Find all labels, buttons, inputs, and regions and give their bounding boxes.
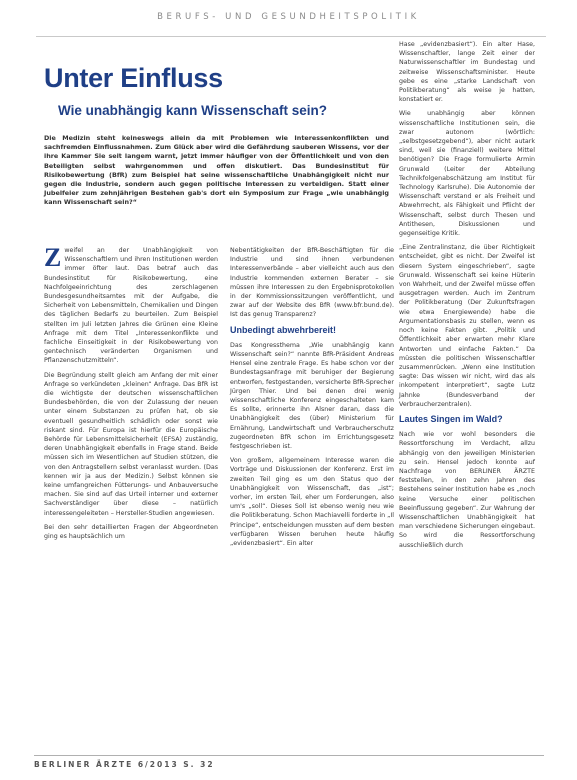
- paragraph-text: weifel an der Unabhängigkeit von Wissenschaftlern und ihren Institutionen werden immer öfter laut. Das betraf auch das Bundesinstitut für Risikobewertung, eine Nachfolgeeinrichtung des zerschlagenen Bundesgesundheitsamtes mit der Aufgabe, die Sicherheit von Lebensmitteln, Chemikalien und Dingen des täglichen Bedarfs zu beurteilen. Zum Beispiel stellten im Juli letzten Jahres die Grünen eine Kleine Anfrage mit dem Titel „Interessenkonflikte und fachliche Einseitigkeit in der Risikobewertung von gentechnisch veränderten Organismen und Pflanzenschutzmitteln“.: [44, 247, 218, 365]
- article-lead: Die Medizin steht keineswegs allein da mit Problemen wie Interessenkonflikten und sachfremden Einflussnahmen. Zum Glück aber wird die Gefährdung sauberen Wissens, vor der ihre Kammer Sie seit langem warnt, jetzt immer häufiger von der Öffentlichkeit und von den Beteiligten selbst wahrgenommen und offen diskutiert. Das Bundesinstitut für Risikobewertung (BfR) zum Beispiel hat seine wissenschaftliche Unabhängigkeit nicht nur gegen die Industrie, sondern auch gegen politische Interessen zu verteidigen. Statt einer Jubelfeier zum zehnjährigen Bestehen gab's dort ein Symposium zur Frage „wie unabhängig kann Wissenschaft sein?“: [44, 134, 389, 207]
- paragraph: Nach wie vor wohl besonders die Ressortforschung im Verdacht, allzu abhängig von den jeweiligen Ministerien zu sein. Hensel jedoch konnte auf Nachfrage von BERLINER ÄRZTE feststellen, in den zehn Jahren des Bestehens seiner Institution habe es „noch keine Versuche einer politischen Beeinflussung gegeben“. Zur Wahrung der Wissenschaftlichen Unabhängigkeit hat man verschiedene Sicherungen eingebaut. So wird die Ressortforschung ausschließlich durch: [399, 431, 535, 549]
- paragraph: Hase „evidenzbasiert“). Ein alter Hase, Wissenschaftler, lange Zeit einer der Naturwissenschaftler im Bundestag und zeitweise Wissenschaftsminister. Heute gebe es eine „starke Landschaft von Politikberatung“ als weise je hatten, konstatiert er.: [399, 41, 535, 104]
- paragraph: [44, 243, 218, 366]
- article-subtitle: Wie unabhängig kann Wissenschaft sein?: [58, 103, 328, 118]
- paragraph: Das Kongressthema „Wie unabhängig kann Wissenschaft sein?“ nannte BfR-Präsident Andreas Hensel eine zentrale Frage. Es habe schon vor der Bundestagsanfrage mit beruhiger der Begierung entworfen, festgestanden, versicherte BfR-Sprecher Jürgen Thier. Und bei denen drei wenig wissenschaftliche Konferenz eingeschalteten kam Es sollte, erinnerte ihn Alsner daran, dass die Unabhängigkeit des (über) Ministerium für Ernährung, Landwirtschaft und Verbraucherschutz zugeordneten BfR schon im Errichtungsgesetz festgeschrieben ist.: [230, 341, 394, 451]
- dropcap: Z: [44, 243, 62, 272]
- paragraph: Nebentätigkeiten der BfR-Beschäftigten für die Industrie und sind ihnen verbundenen Interessenverbände – aber vielleicht auch aus den Industrie kommenden externen Berater – sie müssen ihre Interessen zu den Ergebnisprotokollen in der Kommissionssitzungen veröffentlicht, und zwar auf der Website des BfR (www.bfr.bund.de). Ist das genug Transparenz?: [230, 247, 394, 319]
- column-2: [230, 246, 394, 553]
- section-heading: Lautes Singen im Wald?: [399, 413, 503, 424]
- paragraph: Bei den sehr detaillierten Fragen der Abgeordneten ging es hauptsächlich um: [44, 523, 218, 541]
- paragraph: Von großem, allgemeinem Interesse waren die Vorträge und Diskussionen der Konferenz. Erst im zweiten Teil ging es um den Status quo der Unabhängigkeit von Wissenschaft, das „ist“; vorher, im ersten Teil, eher um Forderungen, also um's „soll“. Dieses Soll ist ebenso wenig neu wie die Politikberatung. Schon Machiavelli forderte in „Il Principe“, entscheidungen mussten auf dem besten verfügbaren Wissen beruhen heute häufig „evidenzbasiert“. Ein alter: [230, 457, 394, 548]
- page-footer: BERLINER ÄRZTE 6/2013 S. 32: [34, 760, 215, 769]
- paragraph: Wie unabhängig aber können wissenschaftliche Institutionen sein, die zwar autonom (wörtlich: „selbstgesetzgebend“), aber nicht autark sind, weil sie (finanziell) weitere Mittel benötigen? Die Frage formulierte Armin Grunwald (Leiter der Abteilung Technikfolgenabschätzung am Institut für Technology Karlsruhe). Die Autonomie der Wissenschaft verstand er als Freiheit und Abwehrrecht, als Fähigkeit und Pflicht der Wissenschaft, selbst durch Thesen und Antithesen, Diskussionen und gegenseitige Kritik.: [399, 110, 535, 238]
- column-1: [44, 243, 218, 546]
- section-kicker: BERUFS- UND GESUNDHEITSPOLITIK: [157, 12, 420, 22]
- column-3: [399, 40, 535, 555]
- paragraph: Die Begründung stellt gleich am Anfang der mit einer Anfrage so verkündeten „kleinen“ Anfrage. Das BfR ist die wichtigste der deutschen wissenschaftlichen Bundesbehörden, die von der Zulassung der neuen unter einem Substanzen zu prüfen hat, ob sie eventuell gesundheitlich schädlich oder sonst wie riskant sind. Für Europa ist hierfür die Europäische Behörde für Lebensmittelsicherheit (EFSA) zuständig, deren Unabhängigkeit ebenfalls in Frage stand. Beide müssen sich im Wesentlichen auf Studien stützen, die von den Antragstellern selbst veranlasst wurden. (Das kennen wir ja aus der Medizin.) Selbst können sie keine umfangreichen Fütterungs- und Anbauversuche machen. Sie sind auf das Urteil interner und externer Sachverständiger über diese – natürlich interessengeleiteten – Hersteller-Studien angewiesen.: [44, 371, 218, 517]
- footer-divider: [34, 755, 544, 756]
- article-title: Unter Einfluss: [44, 63, 223, 93]
- paragraph: „Eine Zentralinstanz, die über Richtigkeit entscheidet, gibt es nicht. Der Zweifel ist diesem System eingeschrieben“, sagte Grunwald. Wissenschaft sei keine Hüterin von Wahrheit, und der Zweifel müsse offen ausgetragen werden. Auch im Zentrum der Politikberatung (Der Zukunftsfragen wie etwa Energiewende) habe die Argumentationsbasis zu stellen, wenn es noch keine Fakten gibt. „Politik und Öffentlichkeit aber erwarten mehr Klare Antworten und einfache Fakten.“ Da müssten die politischen Wissenschaftler zusammenrücken. „Wenn eine Institution sagte: Das wissen wir nicht, wird das als inkompetent interpretiert“, sagte Lutz Jahnke (Bundesverband der Verbraucherzentralen).: [399, 244, 535, 408]
- header-divider: [36, 36, 546, 37]
- section-heading: Unbedingt abwehrbereit!: [230, 324, 337, 335]
